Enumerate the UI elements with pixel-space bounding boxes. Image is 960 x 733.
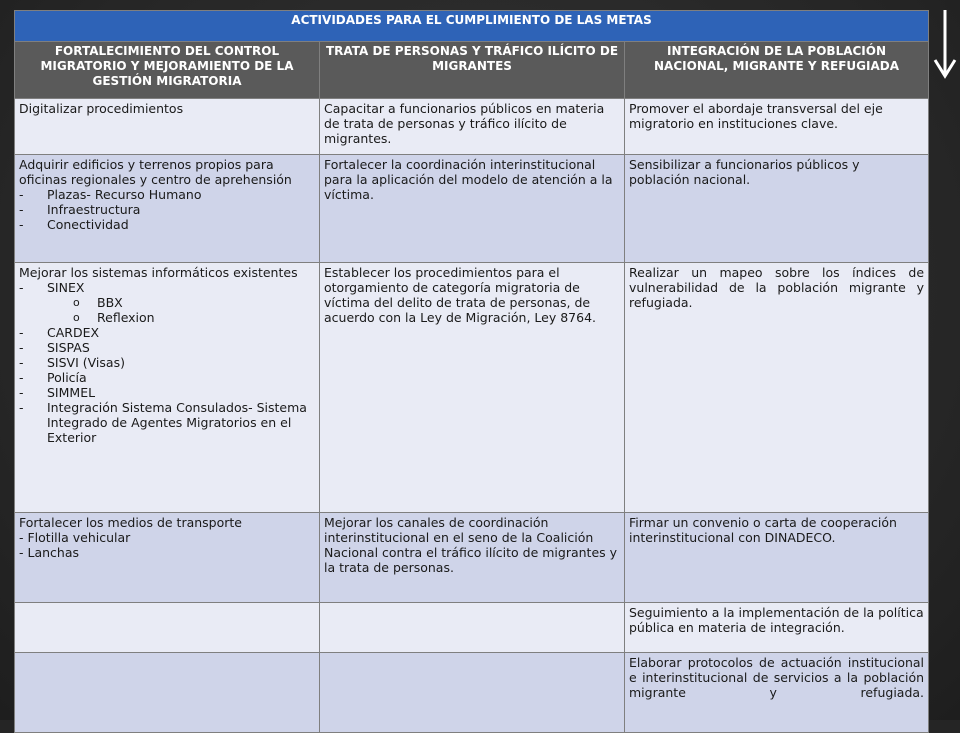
table-cell: Fortalecer la coordinación interinstitucional para la aplicación del modelo de atención a la víctima. [320, 155, 625, 263]
cell-line: - Lanchas [19, 545, 79, 560]
table-row [15, 155, 929, 263]
list-item: - Infraestructura [19, 202, 315, 217]
column-header-control-migratorio: FORTALECIMIENTO DEL CONTROL MIGRATORIO Y MEJORAMIENTO DE LA GESTIÓN MIGRATORIA [15, 42, 320, 99]
cell-text: Fortalecer los medios de transporte [19, 515, 242, 530]
table-cell [15, 603, 320, 653]
list-item: o Reflexion [73, 310, 315, 325]
list-item: - Plazas- Recurso Humano [19, 187, 315, 202]
table-row [15, 263, 929, 513]
table-cell: Firmar un convenio o carta de cooperación interinstitucional con DINADECO. [625, 513, 929, 603]
table-row [15, 653, 929, 733]
list-item: o BBX [73, 295, 315, 310]
down-arrow-icon [933, 8, 957, 80]
table-cell: Seguimiento a la implementación de la política pública en materia de integración. [625, 603, 929, 653]
column-header-trata-personas: TRATA DE PERSONAS Y TRÁFICO ILÍCITO DE MIGRANTES [320, 42, 625, 99]
table-cell [15, 263, 320, 513]
table-cell [15, 99, 320, 155]
table-cell [15, 513, 320, 603]
table-cell [15, 155, 320, 263]
activities-table [14, 10, 929, 733]
list-item: - SIMMEL [19, 385, 315, 400]
list-item: - Conectividad [19, 217, 315, 232]
table-cell [320, 603, 625, 653]
list-item: - SISPAS [19, 340, 315, 355]
table-cell: Sensibilizar a funcionarios públicos y población nacional. [625, 155, 929, 263]
cell-line: - Flotilla vehicular [19, 530, 131, 545]
table-cell: Mejorar los canales de coordinación interinstitucional en el seno de la Coalición Nacional contra el tráfico ilícito de migrantes y la trata de personas. [320, 513, 625, 603]
list-item-label: SINEX [47, 280, 85, 295]
column-header-integracion: INTEGRACIÓN DE LA POBLACIÓN NACIONAL, MIGRANTE Y REFUGIADA [625, 42, 929, 99]
table-cell: Realizar un mapeo sobre los índices de vulnerabilidad de la población migrante y refugiada. [625, 263, 929, 513]
list-item [19, 280, 315, 325]
table-cell: Capacitar a funcionarios públicos en materia de trata de personas y tráfico ilícito de migrantes. [320, 99, 625, 155]
table-row [15, 513, 929, 603]
table-cell: Elaborar protocolos de actuación institucional e interinstitucional de servicios a la población migrante y refugiada. [625, 653, 929, 733]
table-cell: Establecer los procedimientos para el otorgamiento de categoría migratoria de víctima del delito de trata de personas, de acuerdo con la Ley de Migración, Ley 8764. [320, 263, 625, 513]
list-item: - CARDEX [19, 325, 315, 340]
table-title: ACTIVIDADES PARA EL CUMPLIMIENTO DE LAS METAS [15, 11, 929, 42]
table-row [15, 99, 929, 155]
cell-text: Adquirir edificios y terrenos propios para oficinas regionales y centro de aprehensión [19, 157, 292, 187]
table-row [15, 603, 929, 653]
list-item: - Integración Sistema Consulados- Sistema Integrado de Agentes Migratorios en el Exterior [19, 400, 315, 445]
sub-bullet-list [47, 295, 315, 325]
list-item: - Policía [19, 370, 315, 385]
bullet-list [19, 280, 315, 445]
table-cell [320, 653, 625, 733]
list-item: - SISVI (Visas) [19, 355, 315, 370]
table-cell: Promover el abordaje transversal del eje migratorio en instituciones clave. [625, 99, 929, 155]
table-cell [15, 653, 320, 733]
cell-text: Digitalizar procedimientos [19, 101, 184, 116]
bullet-list [19, 187, 315, 232]
cell-text: Mejorar los sistemas informáticos existentes [19, 265, 298, 280]
